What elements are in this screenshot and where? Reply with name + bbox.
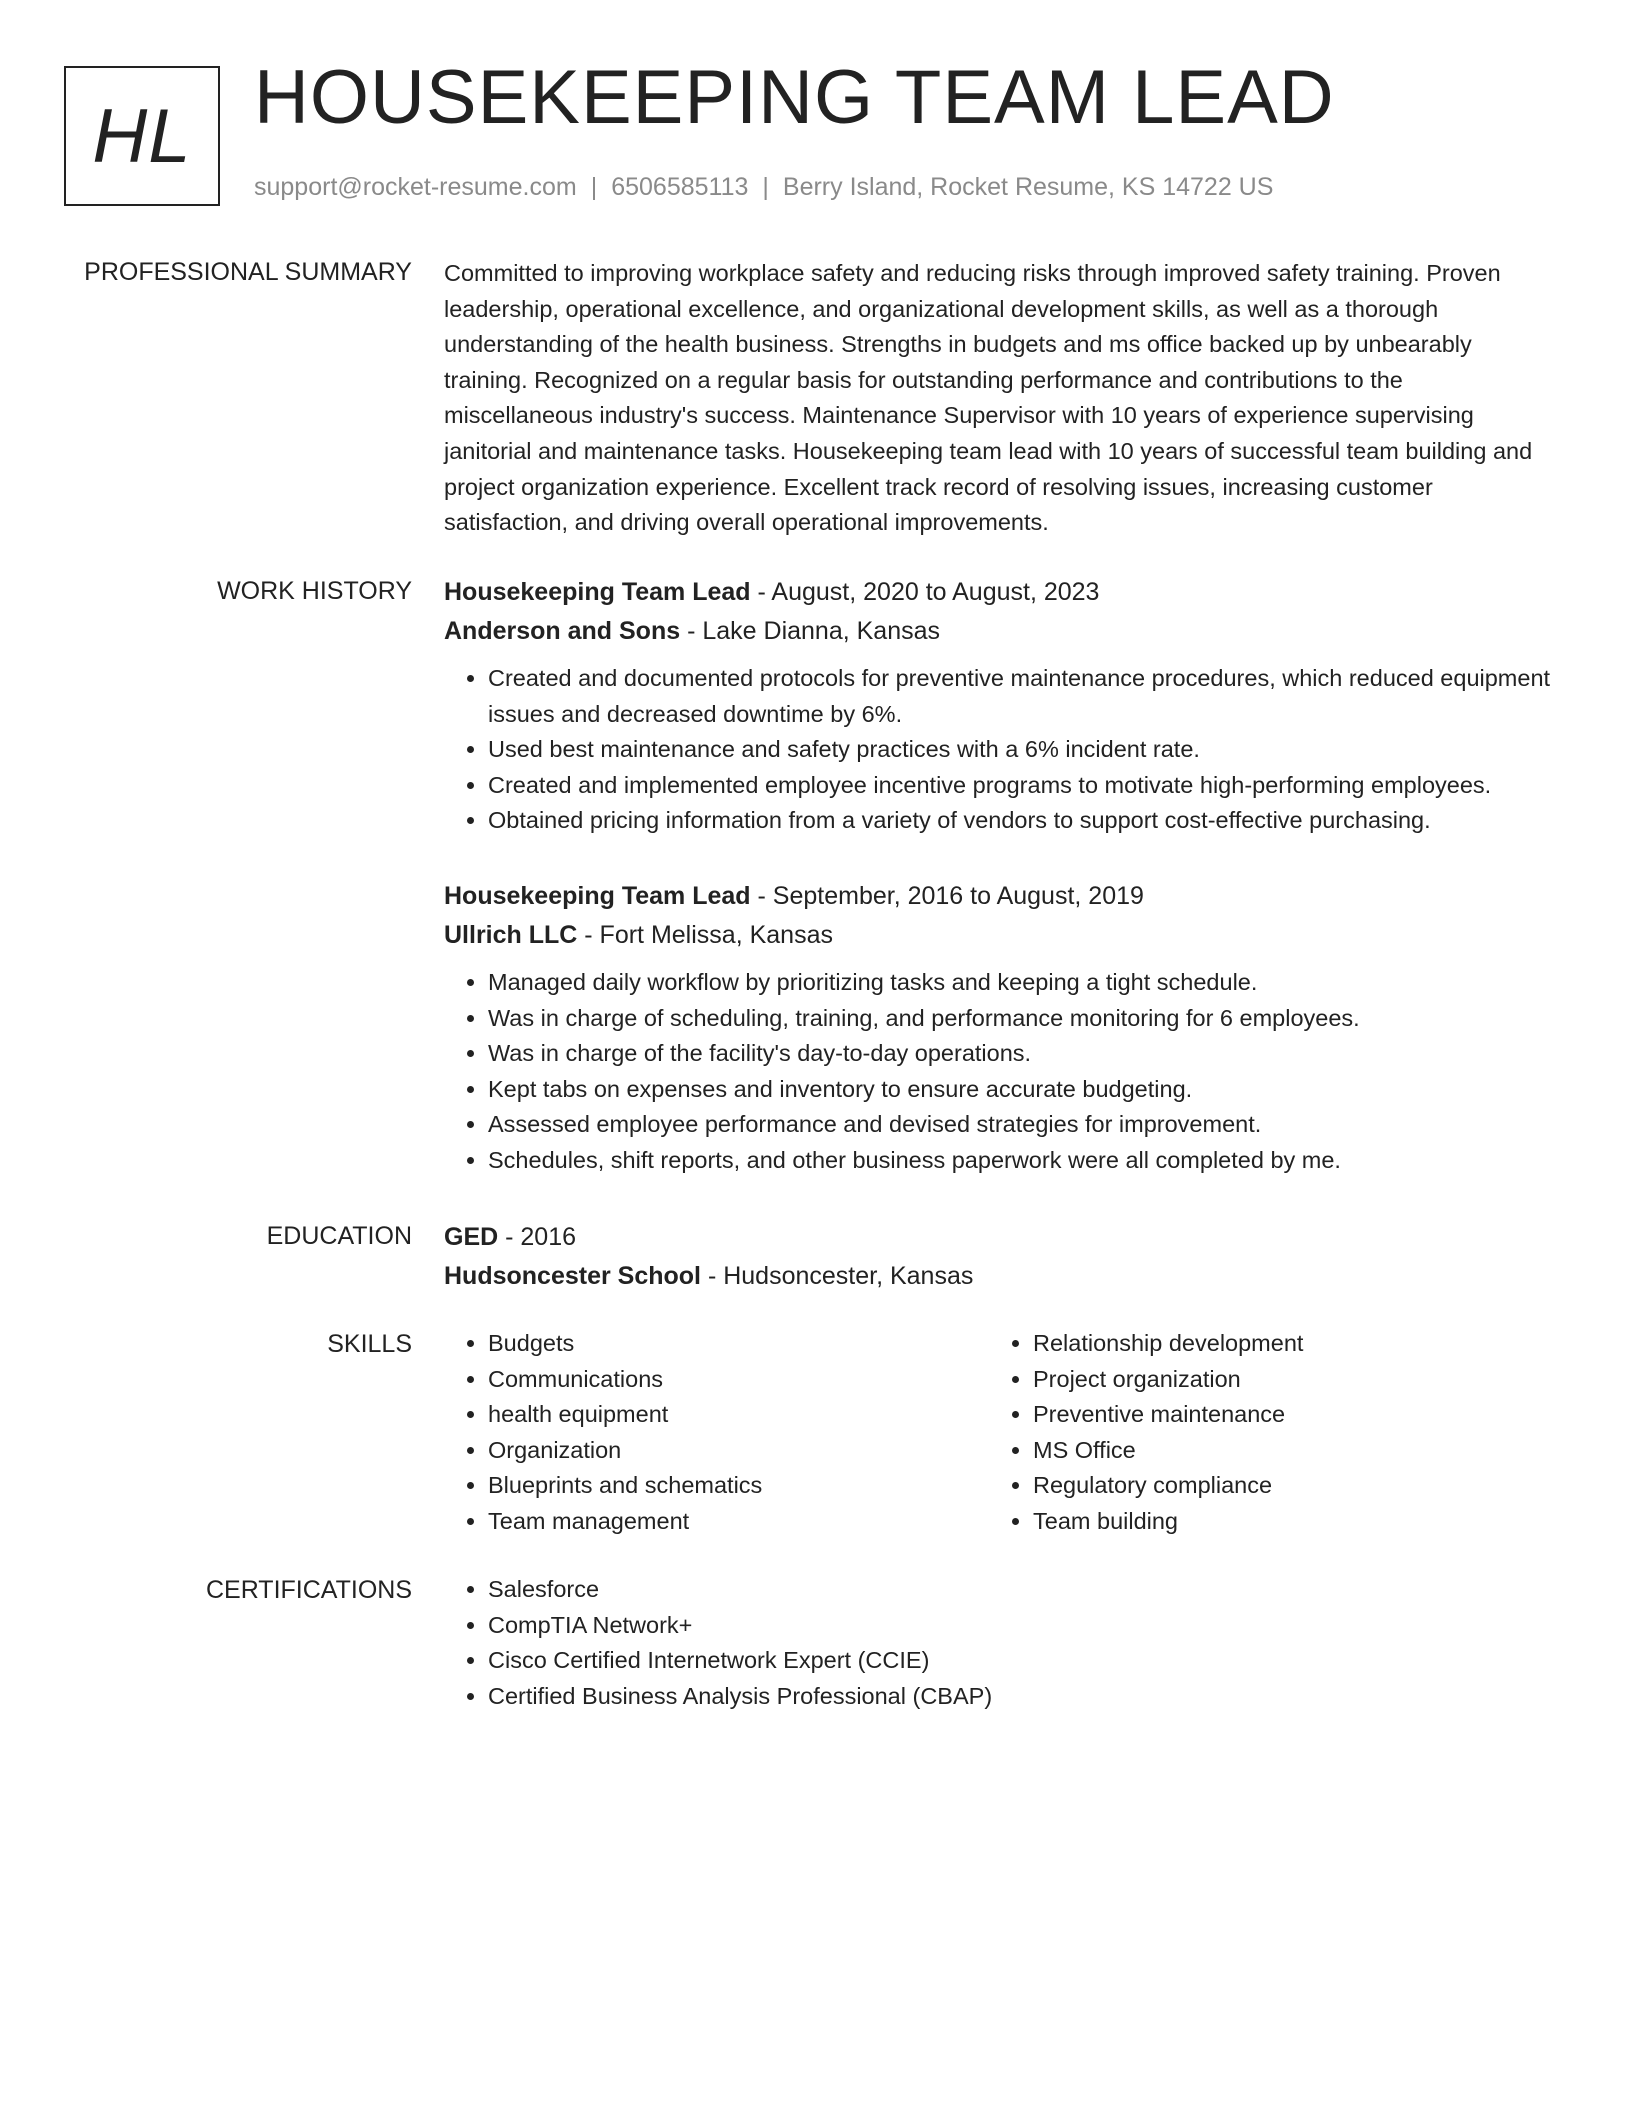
section-label-work-history: WORK HISTORY <box>217 577 412 605</box>
monogram-text: HL <box>92 93 192 179</box>
job-title: Housekeeping Team Lead <box>444 882 751 910</box>
contact-separator: | <box>590 173 598 201</box>
summary-text: Committed to improving workplace safety and reducing risks through improved safety training. Proven leadership, operational excellence, and organizational development skills, as well as a thorough understanding of the health business. Strengths in budgets and ms office backed up by unbearably training. Recognized on a regular basis for outstanding performance and contributions to the miscellaneous industry's success. Maintenance Supervisor with 10 years of experience supervising janitorial and maintenance tasks. Housekeeping team lead with 10 years of successful team building and project organization experience. Excellent track record of resolving issues, increasing customer satisfaction, and driving overall operational improvements. <box>444 260 1533 536</box>
job-bullets <box>444 661 1554 839</box>
section-label-skills: SKILLS <box>327 1330 412 1358</box>
job-title-line <box>444 573 1554 612</box>
job-company: Anderson and Sons <box>444 617 681 645</box>
skill-item: • MS Office <box>1033 1433 1533 1469</box>
skill-item: • health equipment <box>488 1397 988 1433</box>
contact-line <box>254 173 1273 202</box>
skill-item: • Relationship development <box>1033 1326 1533 1362</box>
certification-item: • Certified Business Analysis Professional (CBAP) <box>488 1679 1554 1715</box>
job-bullets <box>444 965 1554 1179</box>
skill-item: • Preventive maintenance <box>1033 1397 1533 1433</box>
skills-section <box>444 1326 1554 1546</box>
contact-address: Berry Island, Rocket Resume, KS 14722 US <box>782 173 1274 201</box>
job-bullet: • Created and documented protocols for preventive maintenance procedures, which reduced equipment issues and decreased downtime by 6%. <box>488 661 1554 732</box>
monogram-logo <box>64 66 220 206</box>
certification-item: • Cisco Certified Internetwork Expert (CCIE) <box>488 1643 1554 1679</box>
summary-section <box>444 256 1554 541</box>
skill-item: • Team building <box>1033 1504 1533 1540</box>
contact-email[interactable]: support@rocket-resume.com <box>254 173 577 201</box>
skill-item: • Blueprints and schematics <box>488 1468 988 1504</box>
job-bullet: • Was in charge of scheduling, training, and performance monitoring for 6 employees. <box>488 1001 1554 1037</box>
job-bullet: • Managed daily workflow by prioritizing tasks and keeping a tight schedule. <box>488 965 1554 1001</box>
job-dates: - August, 2020 to August, 2023 <box>750 578 1100 606</box>
certifications-list <box>444 1572 1554 1714</box>
skill-item: • Team management <box>488 1504 988 1540</box>
job-title-line <box>444 877 1554 916</box>
contact-separator: | <box>762 173 769 201</box>
certifications-section <box>444 1572 1554 1714</box>
contact-phone[interactable]: 6506585113 <box>611 173 749 201</box>
education-location: - Hudsoncester, Kansas <box>701 1262 974 1290</box>
job-bullet: • Used best maintenance and safety practices with a 6% incident rate. <box>488 732 1554 768</box>
job-bullet: • Kept tabs on expenses and inventory to ensure accurate budgeting. <box>488 1072 1554 1108</box>
section-label-education: EDUCATION <box>266 1222 412 1250</box>
skill-item: • Communications <box>488 1362 988 1398</box>
job-company: Ullrich LLC <box>444 921 578 949</box>
skills-list-right <box>989 1326 1533 1540</box>
skills-list-left <box>444 1326 988 1540</box>
education-school-line <box>444 1257 1554 1296</box>
certification-item: • Salesforce <box>488 1572 1554 1608</box>
section-label-certifications: CERTIFICATIONS <box>205 1576 412 1604</box>
skill-item: • Regulatory compliance <box>1033 1468 1533 1504</box>
job-bullet: • Assessed employee performance and devised strategies for improvement. <box>488 1107 1554 1143</box>
education-school: Hudsoncester School <box>444 1262 701 1290</box>
job-location: - Fort Melissa, Kansas <box>577 921 833 949</box>
job-title: Housekeeping Team Lead <box>444 578 751 606</box>
skill-item: • Organization <box>488 1433 988 1469</box>
job-dates: - September, 2016 to August, 2019 <box>750 882 1144 910</box>
education-entry <box>444 1218 1554 1296</box>
job-entry <box>444 573 1554 839</box>
job-bullet: • Obtained pricing information from a variety of vendors to support cost-effective purchasing. <box>488 803 1554 839</box>
education-degree: GED <box>444 1223 499 1251</box>
education-year: - 2016 <box>498 1223 577 1251</box>
job-bullet: • Was in charge of the facility's day-to-day operations. <box>488 1036 1554 1072</box>
education-degree-line <box>444 1218 1554 1257</box>
resume-title: HOUSEKEEPING TEAM LEAD <box>254 55 1335 140</box>
skill-item: • Budgets <box>488 1326 988 1362</box>
job-entry <box>444 877 1554 1179</box>
job-bullet: • Created and implemented employee incentive programs to motivate high-performing employees. <box>488 768 1554 804</box>
certification-item: • CompTIA Network+ <box>488 1608 1554 1644</box>
skill-item: • Project organization <box>1033 1362 1533 1398</box>
job-company-line <box>444 612 1554 651</box>
job-bullet: • Schedules, shift reports, and other business paperwork were all completed by me. <box>488 1143 1554 1179</box>
job-location: - Lake Dianna, Kansas <box>680 617 941 645</box>
job-company-line <box>444 916 1554 955</box>
section-label-summary: PROFESSIONAL SUMMARY <box>84 258 412 286</box>
